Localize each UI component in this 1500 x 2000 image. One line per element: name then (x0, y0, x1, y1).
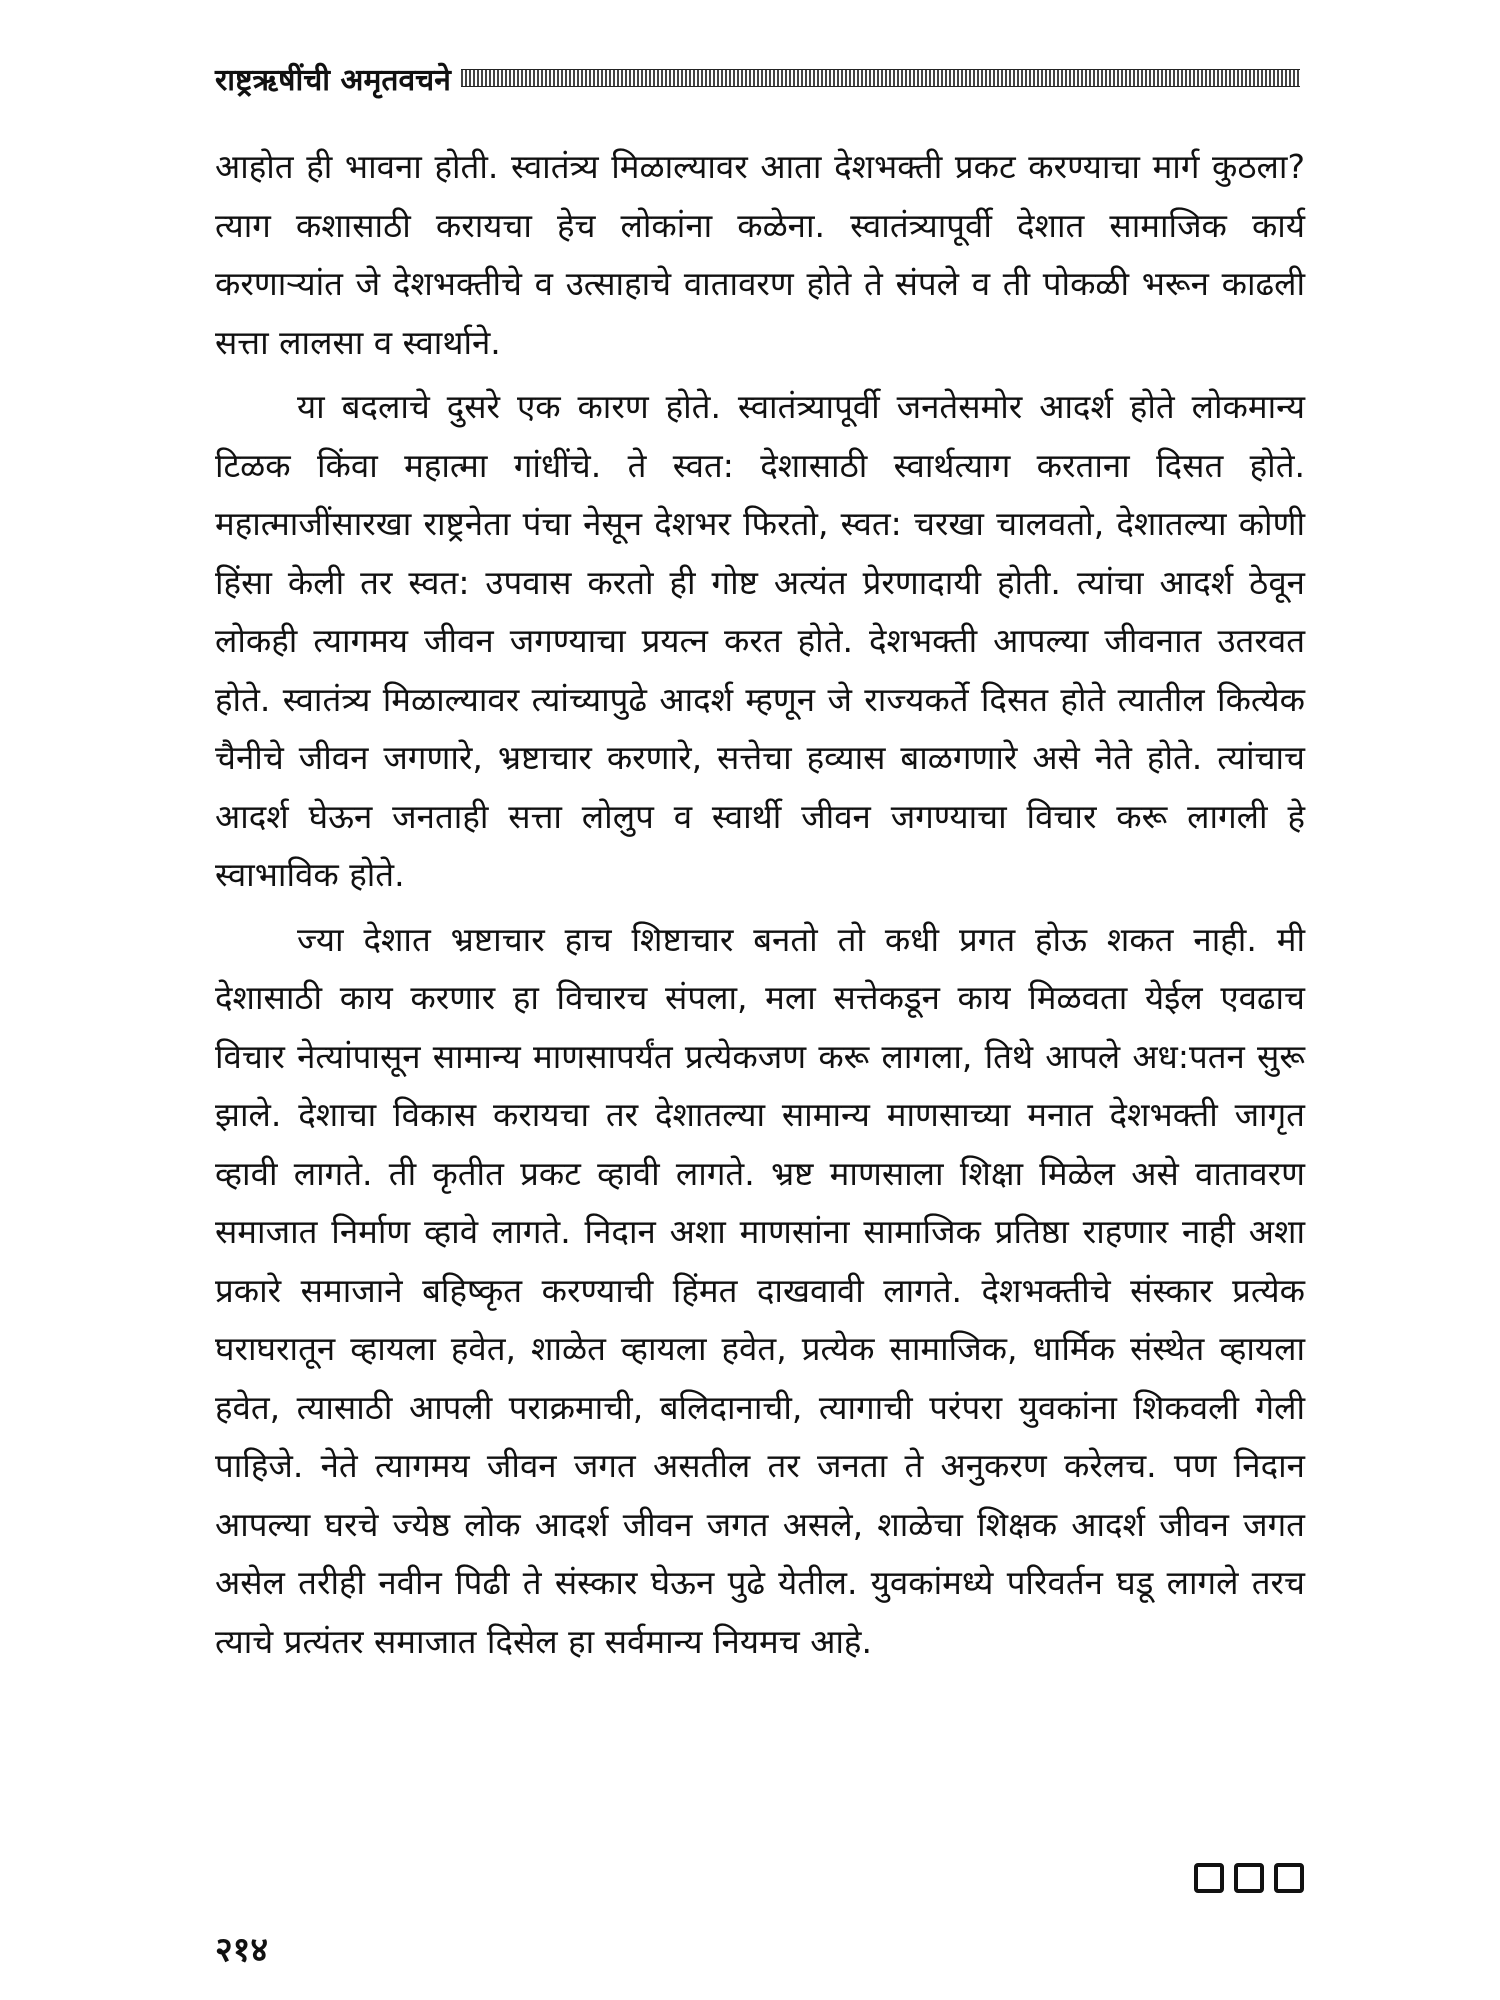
end-mark-square-icon (1234, 1863, 1264, 1893)
paragraph-3: ज्या देशात भ्रष्टाचार हाच शिष्टाचार बनतो तो कधी प्रगत होऊ शकत नाही. मी देशासाठी काय करणार हा विचारच संपला, मला सत्तेकडून काय मिळवता येईल एवढाच विचार नेत्यांपासून सामान्य माणसापर्यंत प्रत्येकजण करू लागला, तिथे आपले अध:पतन सुरू झाले. देशाचा विकास करायचा तर देशातल्या सामान्य माणसाच्या मनात देशभक्ती जागृत व्हावी लागते. ती कृतीत प्रकट व्हावी लागते. भ्रष्ट माणसाला शिक्षा मिळेल असे वातावरण समाजात निर्माण व्हावे लागते. निदान अशा माणसांना सामाजिक प्रतिष्ठा राहणार नाही अशा प्रकारे समाजाने बहिष्कृत करण्याची हिंमत दाखवावी लागते. देशभक्तीचे संस्कार प्रत्येक घराघरातून व्हायला हवेत, शाळेत व्हायला हवेत, प्रत्येक सामाजिक, धार्मिक संस्थेत व्हायला हवेत, त्यासाठी आपली पराक्रमाची, बलिदानाची, त्यागाची परंपरा युवकांना शिकवली गेली पाहिजे. नेते त्यागमय जीवन जगत असतील तर जनता ते अनुकरण करेलच. पण निदान आपल्या घरचे ज्येष्ठ लोक आदर्श जीवन जगत असले, शाळेचा शिक्षक आदर्श जीवन जगत असेल तरीही नवीन पिढी ते संस्कार घेऊन पुढे येतील. युवकांमध्ये परिवर्तन घडू लागले तरच त्याचे प्रत्यंतर समाजात दिसेल हा सर्वमान्य नियमच आहे. (215, 919, 1305, 1661)
end-mark-square-icon (1194, 1863, 1224, 1893)
end-mark-square-icon (1274, 1863, 1304, 1893)
running-header (215, 48, 1300, 108)
page-number: २१४ (215, 1930, 269, 1970)
book-title: राष्ट्रऋषींची अमृतवचने (215, 62, 451, 98)
header-decorative-rule (461, 69, 1300, 87)
section-end-marks (1194, 1863, 1304, 1893)
paragraph-1: आहोत ही भावना होती. स्वातंत्र्य मिळाल्यावर आता देशभक्ती प्रकट करण्याचा मार्ग कुठला? त्याग कशासाठी करायचा हेच लोकांना कळेना. स्वातंत्र्यापूर्वी देशात सामाजिक कार्य करणाऱ्यांत जे देशभक्तीचे व उत्साहाचे वातावरण होते ते संपले व ती पोकळी भरून काढली सत्ता लालसा व स्वार्थाने. (215, 147, 1305, 362)
paragraph-2: या बदलाचे दुसरे एक कारण होते. स्वातंत्र्यापूर्वी जनतेसमोर आदर्श होते लोकमान्य टिळक किंवा महात्मा गांधींचे. ते स्वत: देशासाठी स्वार्थत्याग करताना दिसत होते. महात्माजींसारखा राष्ट्रनेता पंचा नेसून देशभर फिरतो, स्वत: चरखा चालवतो, देशातल्या कोणी हिंसा केली तर स्वत: उपवास करतो ही गोष्ट अत्यंत प्रेरणादायी होती. त्यांचा आदर्श ठेवून लोकही त्यागमय जीवन जगण्याचा प्रयत्न करत होते. देशभक्ती आपल्या जीवनात उतरवत होते. स्वातंत्र्य मिळाल्यावर त्यांच्यापुढे आदर्श म्हणून जे राज्यकर्ते दिसत होते त्यातील कित्येक चैनीचे जीवन जगणारे, भ्रष्टाचार करणारे, सत्तेचा हव्यास बाळगणारे असे नेते होते. त्यांचाच आदर्श घेऊन जनताही सत्ता लोलुप व स्वार्थी जीवन जगण्याचा विचार करू लागली हे स्वाभाविक होते. (215, 387, 1305, 894)
page-body (215, 138, 1305, 1677)
